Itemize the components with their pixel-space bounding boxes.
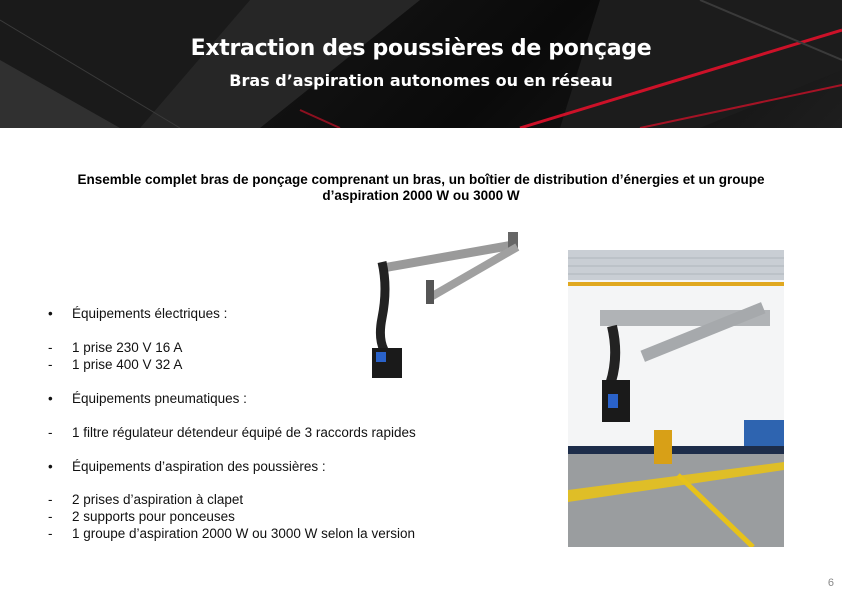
- list-marker: •: [48, 306, 53, 321]
- list-marker: -: [48, 526, 53, 541]
- list-marker: •: [48, 459, 53, 474]
- list-marker: -: [48, 340, 53, 355]
- list-item-text: Équipements pneumatiques :: [72, 391, 247, 406]
- page-title: Extraction des poussières de ponçage: [190, 36, 652, 61]
- list-item-text: 1 prise 230 V 16 A: [72, 340, 183, 355]
- list-item-text: Équipements d’aspiration des poussières :: [72, 459, 326, 474]
- list-item-text: 1 filtre régulateur détendeur équipé de 3 raccords rapides: [72, 425, 416, 440]
- page-number: 6: [827, 577, 834, 589]
- list-item-text: 2 prises d’aspiration à clapet: [72, 492, 244, 507]
- workshop-photo: [568, 250, 784, 547]
- list-item-text: 1 groupe d’aspiration 2000 W ou 3000 W selon la version: [72, 526, 415, 541]
- sanding-arm-image: [358, 228, 524, 382]
- list-item-text: Équipements électriques :: [72, 306, 228, 321]
- list-marker: •: [48, 391, 53, 406]
- list-item-text: 2 supports pour ponceuses: [72, 509, 235, 524]
- list-item-text: 1 prise 400 V 32 A: [72, 357, 183, 372]
- list-marker: -: [48, 357, 53, 372]
- header-background-graphic: [0, 0, 842, 128]
- page-subtitle: Bras d’aspiration autonomes ou en réseau: [229, 71, 613, 90]
- intro-text: Ensemble complet bras de ponçage comprenant un bras, un boîtier de distribution d’énergies et un groupe d’aspiration 2000 W ou 3000 W: [77, 172, 765, 203]
- list-marker: -: [48, 492, 53, 507]
- list-marker: -: [48, 425, 53, 440]
- list-marker: -: [48, 509, 53, 524]
- header-banner: [0, 0, 842, 128]
